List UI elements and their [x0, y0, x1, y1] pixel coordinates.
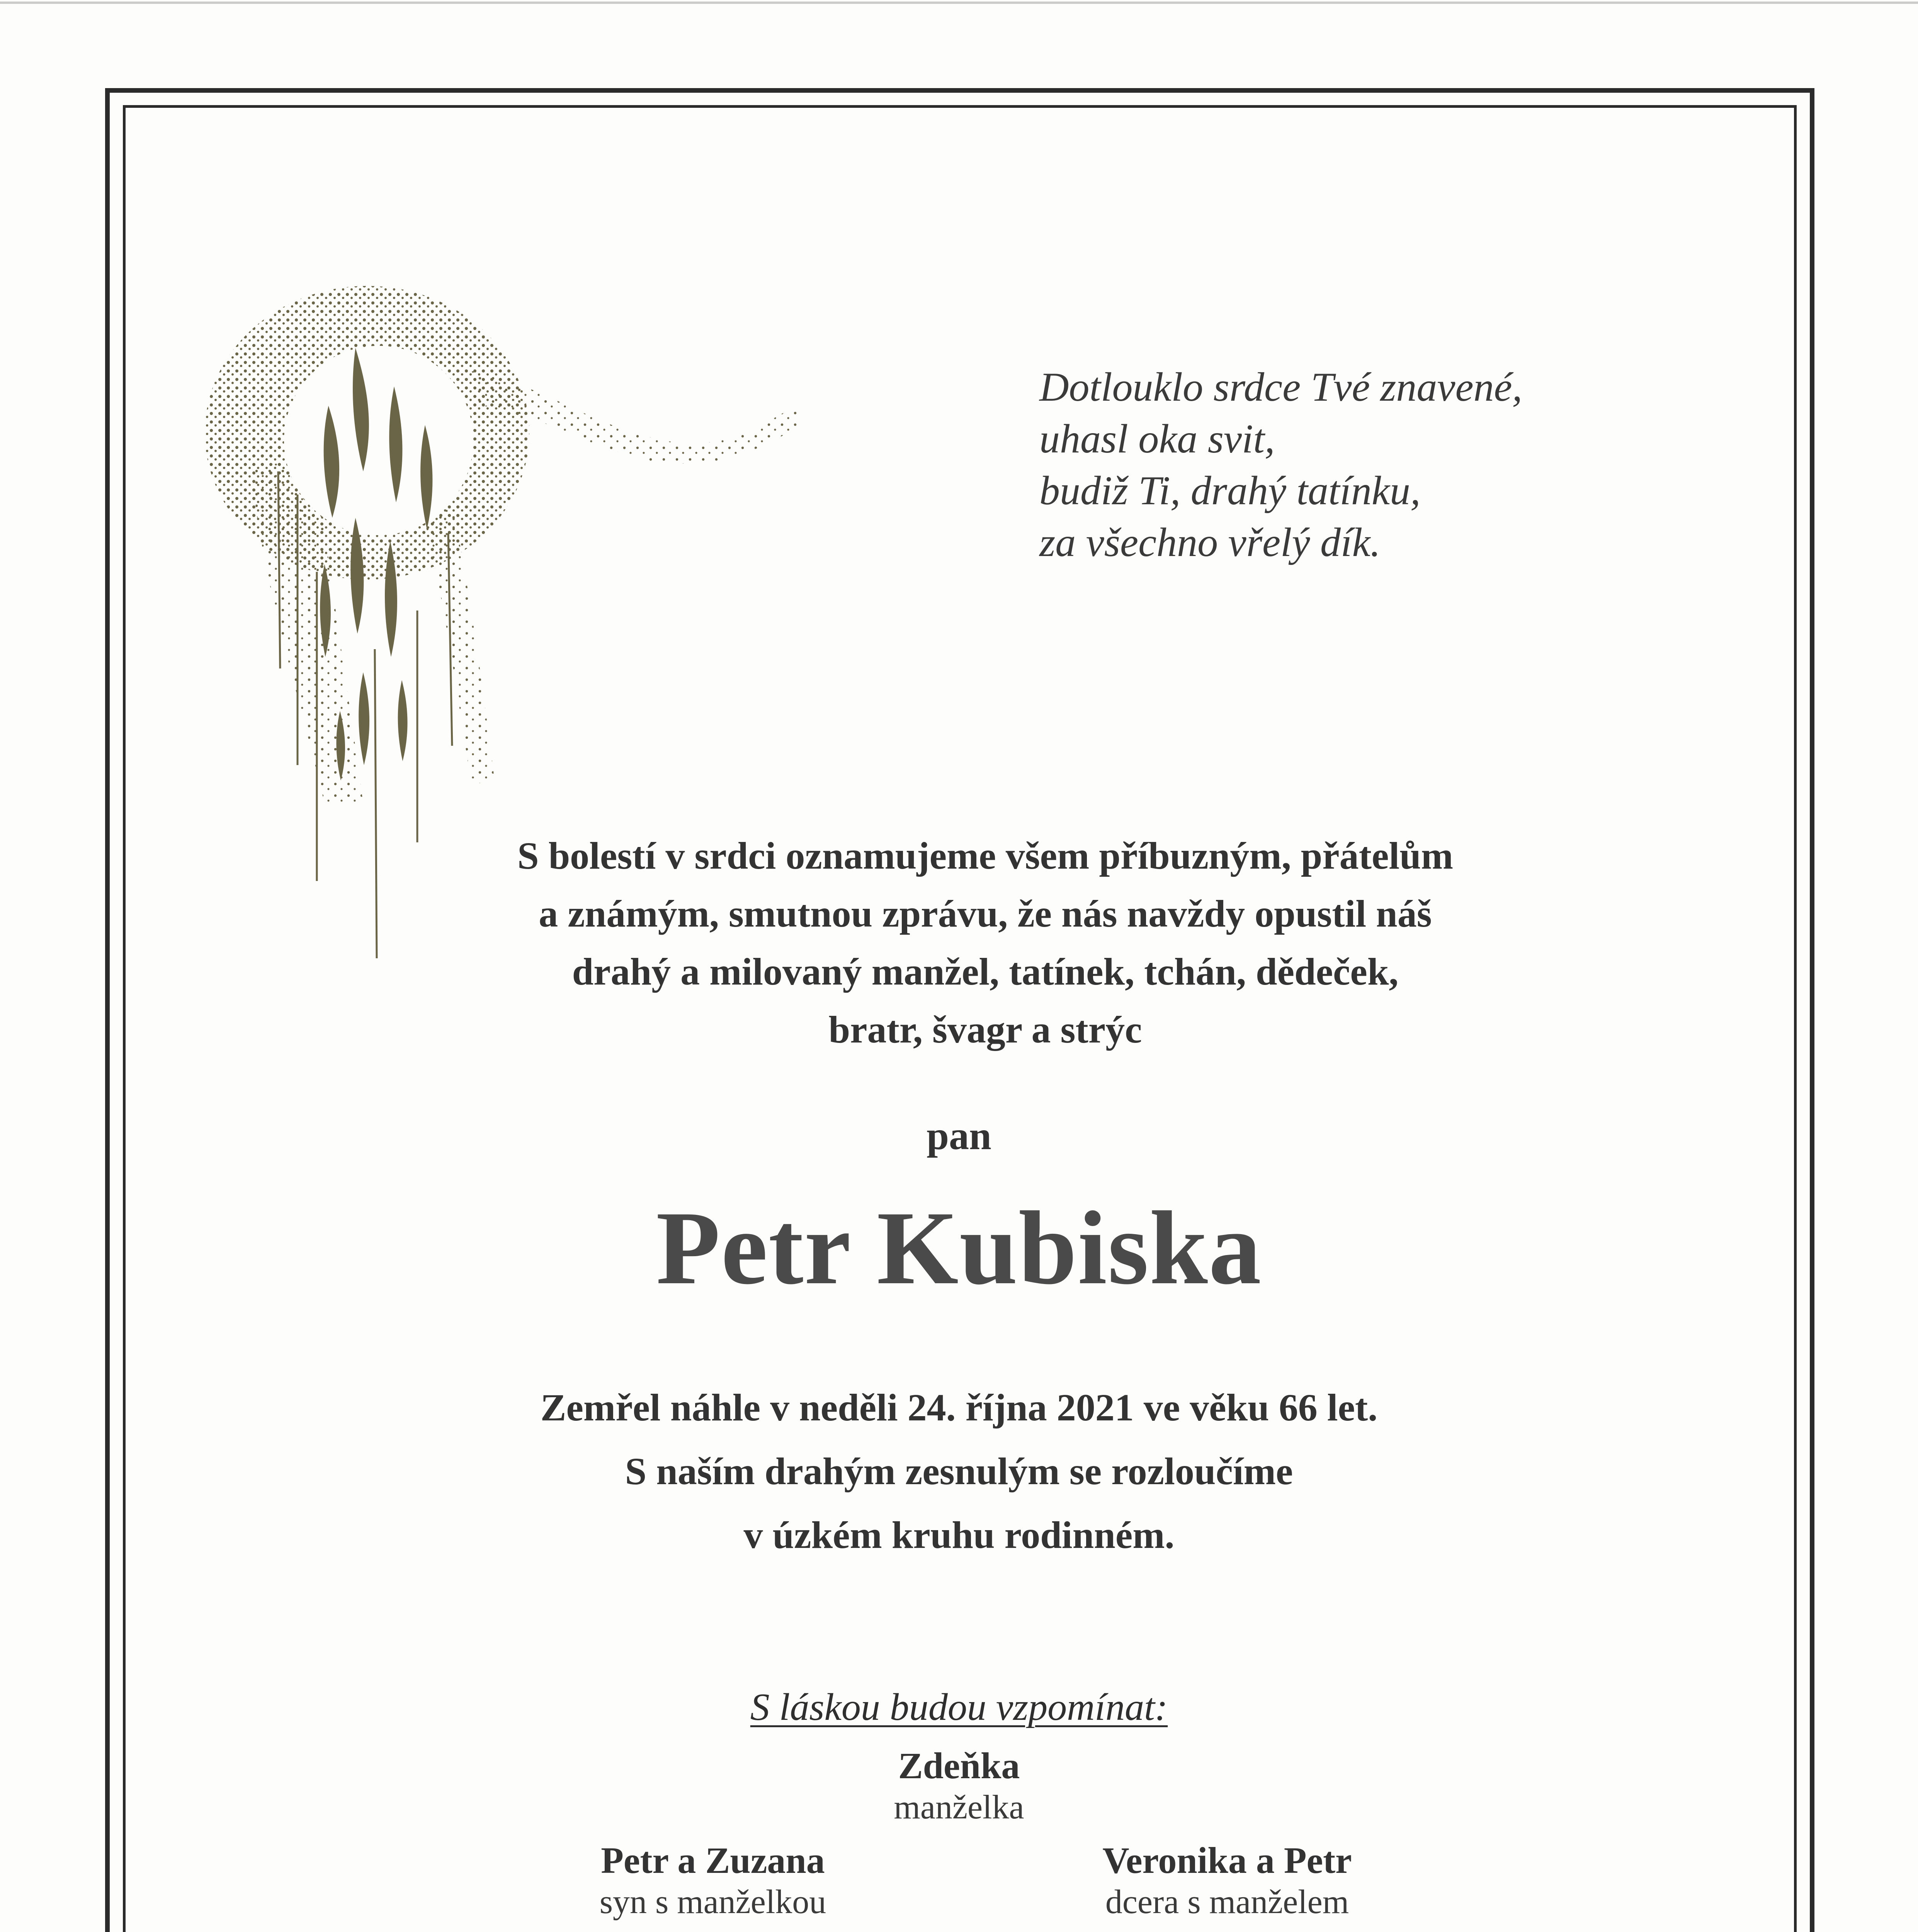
mourner-relation: dcera s manželem: [1105, 1883, 1349, 1921]
mourner-relation: manželka: [894, 1789, 1024, 1826]
mourner-son: [442, 1839, 983, 1922]
poem-line: budiž Ti, drahý tatínku,: [1039, 468, 1421, 513]
announcement-line: S bolestí v srdci oznamujeme všem příbuzným, přátelům: [517, 834, 1454, 877]
mourner-daughter: [957, 1839, 1498, 1922]
death-notice-line: S naším drahým zesnulým se rozloučíme: [625, 1450, 1293, 1493]
scan-edge-line: [0, 2, 1918, 4]
poem-line: uhasl oka svit,: [1039, 416, 1275, 461]
remember-heading-text: S láskou budou vzpomínat:: [750, 1685, 1168, 1728]
poem-line: Dotlouklo srdce Tvé znavené,: [1039, 364, 1523, 410]
announcement-line: drahý a milovaný manžel, tatínek, tchán, dědeček,: [572, 950, 1399, 993]
memorial-poem: [1039, 361, 1735, 568]
mourner-relation: syn s manželkou: [599, 1883, 826, 1921]
remember-heading: [0, 1685, 1918, 1729]
poem-line: za všechno vřelý dík.: [1039, 520, 1381, 565]
death-notice-line: v úzkém kruhu rodinném.: [743, 1514, 1175, 1556]
death-notice-line: Zemřel náhle v neděli 24. října 2021 ve věku 66 let.: [540, 1386, 1378, 1429]
announcement-line: bratr, švagr a strýc: [828, 1008, 1142, 1051]
mourner-name: Zdeňka: [898, 1745, 1020, 1786]
mourner-wife: [689, 1745, 1229, 1828]
deceased-name: Petr Kubiska: [656, 1190, 1262, 1306]
announcement-text: [348, 827, 1623, 1059]
salutation: pan: [927, 1114, 991, 1158]
mourner-name: Veronika a Petr: [1102, 1840, 1352, 1881]
mourner-name: Petr a Zuzana: [601, 1840, 825, 1881]
death-notice: [0, 1376, 1918, 1567]
announcement-line: a známým, smutnou zprávu, že nás navždy opustil náš: [539, 892, 1432, 935]
